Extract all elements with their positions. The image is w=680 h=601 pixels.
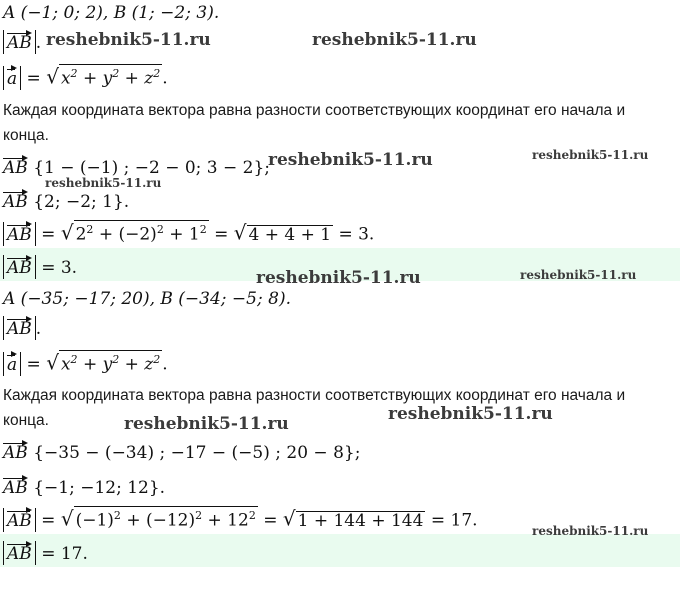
watermark-5: reshebnik5-11.ru — [45, 176, 162, 190]
points-2: A (−35; −17; 20), B (−34; −5; 8). — [3, 289, 291, 309]
watermark-4: reshebnik5-11.ru — [532, 148, 649, 162]
length-answer-2: AB = 17. — [3, 541, 88, 565]
watermark-1: reshebnik5-11.ru — [46, 30, 211, 50]
length-calc-1: AB = √ $2^2 + (-2)^2 + 1^2$ = √ 4 + 4 + 1 = 3. — [3, 220, 374, 246]
rule-1a: Каждая координата вектора равна разности соответствующих координат его начала и — [3, 102, 626, 119]
watermark-3: reshebnik5-11.ru — [268, 150, 433, 170]
rule-2b: конца. — [3, 412, 49, 429]
length-answer-1: AB = 3. — [3, 255, 77, 279]
ab-result-1: AB {2; −2; 1}. — [3, 189, 129, 213]
watermark-10: reshebnik5-11.ru — [532, 524, 649, 538]
length-formula-2: a = √ $x^2 + y^2 + z^2$ . — [3, 350, 168, 376]
rule-1b: конца. — [3, 127, 49, 144]
abs-ab-1: AB . — [3, 30, 41, 54]
watermark-9: reshebnik5-11.ru — [388, 404, 553, 424]
abs-ab-2: AB . — [3, 316, 41, 340]
rule-2a: Каждая координата вектора равна разности соответствующих координат его начала и — [3, 387, 626, 404]
answer-highlight-2 — [0, 534, 680, 567]
ab-result-2: AB {−1; −12; 12}. — [3, 475, 165, 499]
watermark-7: reshebnik5-11.ru — [520, 268, 637, 282]
watermark-8: reshebnik5-11.ru — [124, 414, 289, 434]
watermark-2: reshebnik5-11.ru — [312, 30, 477, 50]
points-1: A (−1; 0; 2), B (1; −2; 3). — [3, 3, 220, 23]
watermark-6: reshebnik5-11.ru — [256, 268, 421, 288]
ab-expanded-1: AB {1 − (−1) ; −2 − 0; 3 − 2}; — [3, 155, 270, 179]
ab-expanded-2: AB {−35 − (−34) ; −17 − (−5) ; 20 − 8}; — [3, 440, 360, 464]
length-calc-2: AB = √ $(-1)^2 + (-12)^2 + 12^2$ = √ 1 + 144 + 144 = 17. — [3, 506, 478, 532]
length-formula-1: a = √ $x^2 + y^2 + z^2$ . — [3, 64, 168, 90]
